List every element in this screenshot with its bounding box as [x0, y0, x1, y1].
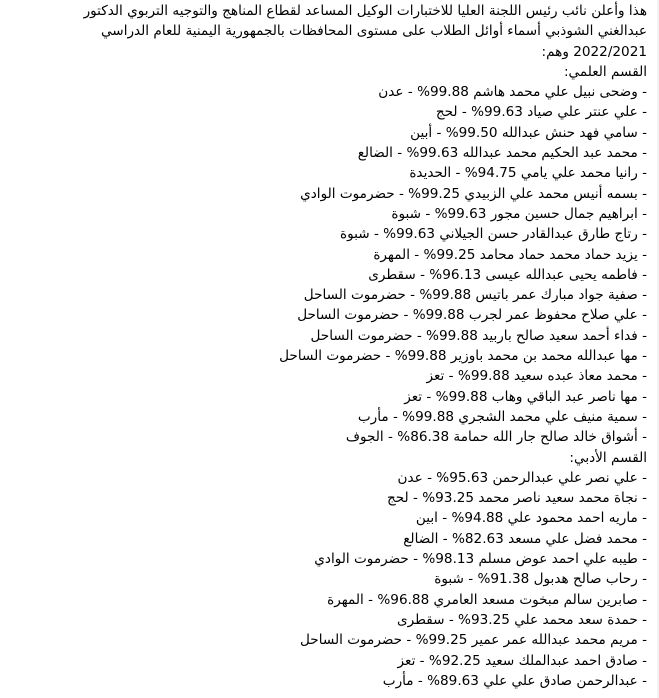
list-item: - سامي فهد حنش عبدالله 99.50% - أبين: [410, 124, 647, 141]
list-item: - مريم محمد عبدالله عمر عمير 99.25% - حضرموت الساحل: [300, 632, 647, 649]
list-item: - أشواق خالد صالح جار الله حمامة 86.38% - الجوف: [345, 429, 647, 446]
list-item: - فاطمه يحيى عبدالله عيسى 96.13% - سقطرى: [368, 266, 647, 283]
science-section: [0, 62, 647, 448]
list-item: - علي صلاح محفوظ عمر لجرب 99.88% - حضرموت الساحل: [297, 307, 647, 324]
list-item: - عبدالرحمن صادق علي علي 89.63% - مأرب: [382, 672, 647, 689]
list-item: - محمد فضل علي مسعد 82.63% - الضالع: [403, 530, 647, 547]
list-item: - صادق احمد عبدالملك سعيد 92.25% - تعز: [397, 652, 647, 669]
section-heading-science: القسم العلمي:: [563, 63, 647, 80]
list-item: - وضحى نبيل علي محمد هاشم 99.88% - عدن: [378, 84, 647, 101]
list-item: - نجاة محمد سعيد ناصر محمد 93.25% - لحج: [387, 490, 647, 507]
list-item: - علي نصر علي عبدالرحمن 95.63% - عدن: [397, 469, 647, 486]
list-item: - طيبه علي احمد عوض مسلم 98.13% - حضرموت الوادي: [314, 551, 647, 568]
intro-paragraph: [0, 1, 647, 62]
list-item: - علي عنتر علي صياد 99.63% - لحج: [435, 104, 647, 121]
list-item: - رانيا محمد علي يامي 94.75% - الحديدة: [409, 165, 647, 182]
list-item: - رتاج طارق عبدالقادر حسن الجيلاني 99.63% - شبوة: [339, 226, 647, 243]
list-item: - صفية جواد مبارك عمر باتيس 99.88% - حضرموت الساحل: [303, 287, 647, 304]
literary-section: [0, 448, 647, 692]
section-heading-literary: القسم الأدبي:: [569, 449, 647, 466]
list-item: - مها عبدالله محمد بن محمد باوزير 99.88% - حضرموت الساحل: [279, 348, 647, 365]
list-item: - رحاب صالح هدبول 91.38% - شبوة: [434, 571, 647, 588]
intro-line: عبدالغني الشوذبي أسماء أوائل الطلاب على مستوى المحافظات بالجمهورية اليمنية للعام الدراسي: [100, 23, 647, 40]
list-item: - مها ناصر عبد الباقي وهاب 99.88% - تعز: [404, 388, 647, 405]
list-item: - صابرين سالم مبخوت مسعد العامري 96.88% - المهرة: [327, 591, 647, 608]
list-item: - محمد معاذ عبده سعيد 99.88% - تعز: [426, 368, 647, 385]
list-item: - حمدة سعد محمد علي 93.25% - سقطرى: [396, 611, 647, 628]
list-item: - يزيد حماد محمد حماد محامد 99.25% - المهرة: [373, 246, 647, 263]
intro-line: هذا وأعلن نائب رئيس اللجنة العليا للاختبارات الوكيل المساعد لقطاع المناهج والتوجيه التربوي الدكتور: [83, 3, 647, 19]
list-item: - بسمه أنيس محمد علي الزبيدي 99.25% - حضرموت الوادي: [300, 185, 647, 202]
list-item: - سمية منيف علي محمد الشجري 99.88% - مأرب: [357, 408, 647, 425]
list-item: - ابراهيم جمال حسين مجور 99.63% - شبوة: [391, 205, 647, 222]
list-item: - محمد عبد الحكيم محمد عبدالله 99.63% - الضالع: [357, 145, 647, 162]
intro-line: 2022/2021 وهم:: [541, 43, 647, 60]
list-item: - فداء أحمد سعيد صالح باربيد 99.88% - حضرموت الساحل: [310, 327, 647, 344]
list-item: - ماريه احمد محمود علي 94.88% - ابين: [415, 510, 647, 527]
